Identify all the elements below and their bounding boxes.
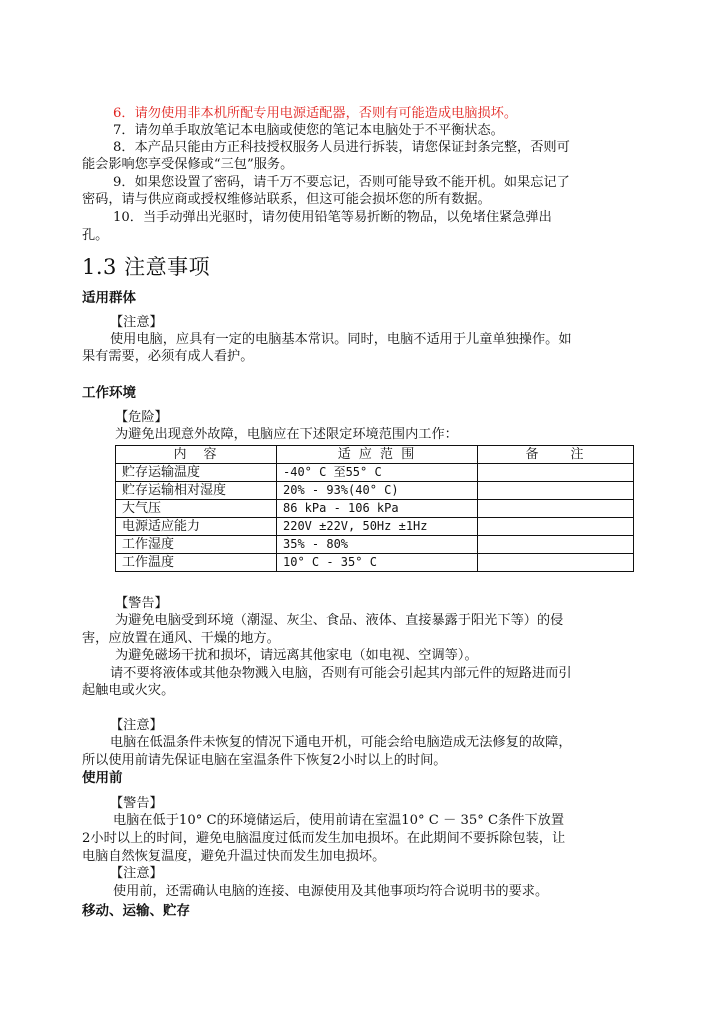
environment-note-tag: 【注意】 (110, 718, 163, 733)
before-use-warning-line-2: 2小时以上的时间，避免电脑温度过低而发生加电损坏。在此期间不要拆除包装，让 (82, 831, 566, 846)
environment-warning-tag: 【警告】 (115, 596, 168, 611)
cell-range: -40° C 至55° C (277, 464, 478, 482)
environment-warning-line-2: 害，应放置在通风、干燥的地方。 (82, 631, 280, 646)
list-item-10-cont: 孔。 (82, 228, 109, 243)
before-use-warning-line-3: 电脑自然恢复温度，避免升温过快而发生加电损坏。 (82, 849, 386, 864)
section-title: 1.3 注意事项 (82, 255, 211, 279)
cell-range: 86 kPa - 106 kPa (277, 500, 478, 518)
cell-content: 大气压 (116, 500, 277, 518)
list-item-9: 9．如果您设置了密码，请千万不要忘记，否则可能导致不能开机。如果忘记了 (113, 175, 570, 190)
table-header-row (116, 446, 634, 464)
list-item-7: 7．请勿单手取放笔记本电脑或使您的笔记本电脑处于不平衡状态。 (113, 123, 504, 138)
cell-content: 贮存运输相对湿度 (116, 482, 277, 500)
environment-heading: 工作环境 (82, 385, 136, 401)
danger-tag: 【危险】 (115, 410, 168, 425)
environment-warning-line-5: 起触电或火灾。 (82, 683, 175, 698)
environment-note-line-1: 电脑在低温条件未恢复的情况下通电开机，可能会给电脑造成无法修复的故障， (110, 735, 572, 750)
cell-content: 工作温度 (116, 554, 277, 572)
cell-remark (478, 464, 634, 482)
cell-content: 贮存运输温度 (116, 464, 277, 482)
cell-range: 220V ±22V, 50Hz ±1Hz (277, 518, 478, 536)
applicable-line-1: 使用电脑，应具有一定的电脑基本常识。同时，电脑不适用于儿童单独操作。如 (110, 332, 572, 347)
table-row (116, 518, 634, 536)
environment-warning-line-1: 为避免电脑受到环境（潮湿、灰尘、食品、液体、直接暴露于阳光下等）的侵 (115, 613, 564, 628)
list-item-6: 6．请勿使用非本机所配专用电源适配器，否则有可能造成电脑损坏。 (113, 106, 518, 121)
header-remark: 备 注 (478, 446, 634, 464)
table-row (116, 464, 634, 482)
table-row (116, 482, 634, 500)
table-row (116, 536, 634, 554)
before-use-note-line: 使用前，还需确认电脑的连接、电源使用及其他事项均符合说明书的要求。 (113, 884, 549, 899)
list-item-8-cont: 能会影响您享受保修或“三包”服务。 (82, 157, 294, 172)
move-transport-heading: 移动、运输、贮存 (82, 903, 190, 919)
cell-range: 20% - 93%(40° C) (277, 482, 478, 500)
environment-note-line-2: 所以使用前请先保证电脑在室温条件下恢复2小时以上的时间。 (82, 753, 447, 768)
header-content: 内 容 (116, 446, 277, 464)
before-use-warning-tag: 【警告】 (110, 796, 163, 811)
cell-range: 10° C - 35° C (277, 554, 478, 572)
cell-remark (478, 482, 634, 500)
cell-remark (478, 554, 634, 572)
environment-table (115, 445, 634, 572)
cell-content: 电源适应能力 (116, 518, 277, 536)
table-row (116, 554, 634, 572)
table-row (116, 500, 634, 518)
header-range: 适 应 范 围 (277, 446, 478, 464)
before-use-heading: 使用前 (82, 770, 123, 786)
environment-intro: 为避免出现意外故障，电脑应在下述限定环境范围内工作： (115, 427, 458, 442)
list-item-8: 8．本产品只能由方正科技授权服务人员进行拆装，请您保证封条完整，否则可 (113, 140, 570, 155)
cell-remark (478, 518, 634, 536)
applicable-heading: 适用群体 (82, 290, 136, 306)
applicable-line-2: 果有需要，必须有成人看护。 (82, 349, 254, 364)
applicable-note-tag: 【注意】 (110, 315, 163, 330)
cell-remark (478, 536, 634, 554)
cell-content: 工作湿度 (116, 536, 277, 554)
environment-warning-line-4: 请不要将液体或其他杂物溅入电脑，否则有可能会引起其内部元件的短路进而引 (110, 666, 572, 681)
list-item-9-cont: 密码，请与供应商或授权维修站联系，但这可能会损坏您的所有数据。 (82, 192, 491, 207)
list-item-10: 10．当手动弹出光驱时，请勿使用铅笔等易折断的物品，以免堵住紧急弹出 (113, 210, 552, 225)
before-use-warning-line-1: 电脑在低于10° C的环境储运后，使用前请在室温10° C － 35° C条件下放置 (113, 813, 565, 828)
before-use-note-tag: 【注意】 (110, 866, 163, 881)
cell-range: 35% - 80% (277, 536, 478, 554)
cell-remark (478, 500, 634, 518)
environment-warning-line-3: 为避免磁场干扰和损坏，请远离其他家电（如电视、空调等）。 (115, 648, 478, 663)
